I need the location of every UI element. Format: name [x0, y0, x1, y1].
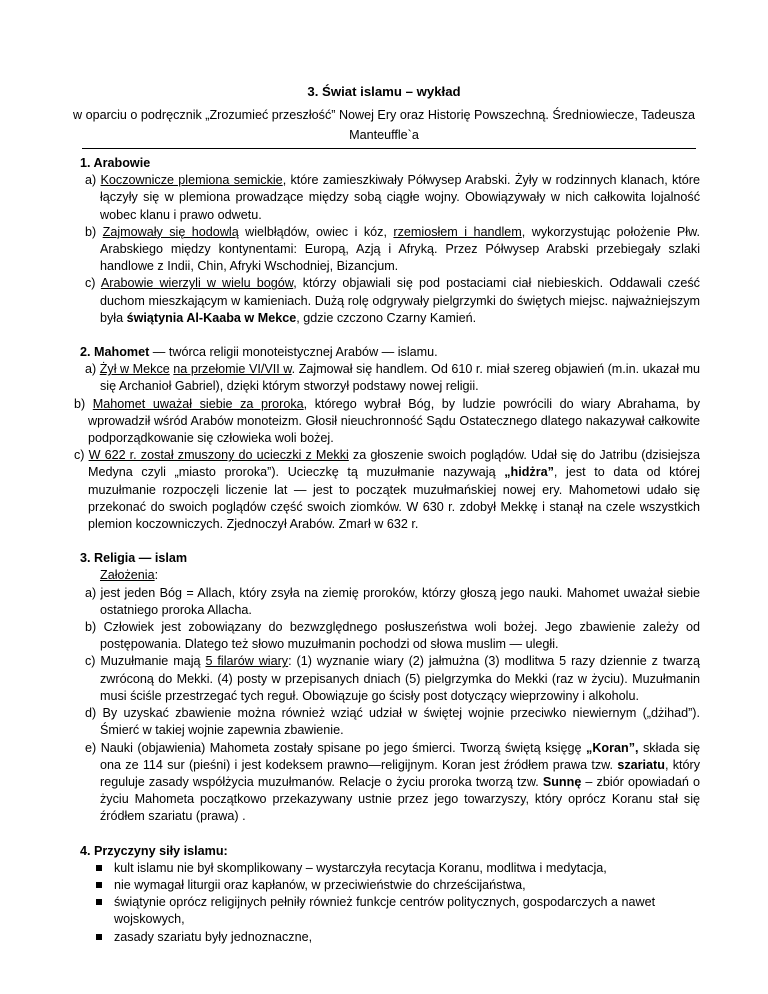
section-3-item-e: e) Nauki (objawienia) Mahometa zostały spisane po jego śmierci. Tworzą świętą księgę „Koran”, składa się ona ze 114 sur (pieśni) i jest kodeksem prawno—religijnym. Koran jest źródłem prawa tzw. szariatu, który reguluje zasady współżycia muzułmanów. Relacje o życiu proroka tworzą tzw. Sunnę – zbiór opowiadań o życiu Mahometa początkowo przekazywany ustnie przez jego towarzyszy, który oprócz Koranu stał się źródłem szariatu (prawa) .: [85, 740, 700, 824]
section-1-heading: 1. Arabowie: [80, 156, 151, 170]
section-2-item-b: b) Mahomet uważał siebie za proroka, którego wybrał Bóg, by ludzie powrócili do wiary Abrahama, by wprowadził wśród Arabów monoteizm. Głosił nieuchronność Sądu Ostatecznego dlatego nakazywał całkowite podporządkowanie się człowieka woli bożej.: [74, 396, 700, 446]
square-bullet-icon: [96, 865, 102, 871]
section-1-item-a: a) Koczownicze plemiona semickie, które zamieszkiwały Półwysep Arabski. Żyły w rodzinnych klanach, które łączyły się w plemiona prowadzące między sobą ciągłe wojny. Obowiązywały w nich całkowita lojalność wobec klanu i prawo odwetu.: [85, 173, 700, 222]
list-item: zasady szariatu były jednoznaczne,: [80, 929, 700, 946]
section-4-heading: 4. Przyczyny siły islamu:: [80, 843, 228, 858]
section-3-item-d: d) By uzyskać zbawienie można również wziąć udział w świętej wojnie przeciwko niewiernym („dżihad”). Śmierć w takiej wojnie zapewnia zbawienie.: [85, 706, 700, 738]
list-item: nie wymagał liturgii oraz kapłanów, w przeciwieństwie do chrześcijaństwa,: [80, 877, 700, 894]
section-2-item-a: a) Żył w Mekce na przełomie VI/VII w. Zajmował się handlem. Od 610 r. miał szereg objawień (m.in. ukazał mu się Archanioł Gabriel), dzięki którym stworzył podstawy nowej religii.: [85, 362, 701, 394]
section-1-item-c: c) Arabowie wierzyli w wielu bogów, którzy objawiali się pod postaciami ciał niebieskich. Oddawali cześć duchom mieszkającym w kamieniach. Dużą rolę odgrywały pielgrzymki do świętych miejsc. najważniejszym była świątynia Al-Kaaba w Mekce, gdzie czczono Czarny Kamień.: [85, 276, 700, 325]
list-item: kult islamu nie był skomplikowany – wystarczyła recytacja Koranu, modlitwa i medytacja,: [80, 860, 700, 877]
section-2-heading: 2. Mahomet — twórca religii monoteistycznej Arabów — islamu.: [80, 345, 438, 360]
page-title: 3. Świat islamu – wykład: [307, 84, 461, 99]
list-item: świątynie oprócz religijnych pełniły również funkcje centrów politycznych, gospodarczych a nawet wojskowych,: [80, 894, 700, 928]
section-3-item-b: b) Człowiek jest zobowiązany do bezwzględnego posłuszeństwa woli bożej. Jego zbawienie zależy od postępowania. Dlatego też słowo muzułmanin pochodzi od słowa muslim — uległi.: [85, 620, 700, 652]
section-3-item-a: a) jest jeden Bóg = Allach, który zsyła na ziemię proroków, którzy głoszą jego nauki. Mahomet uważał siebie ostatniego proroka Allacha.: [85, 585, 700, 617]
page-subtitle: w oparciu o podręcznik „Zrozumieć przeszłość” Nowej Ery oraz Historię Powszechną. Średniowiecze, Tadeusza Manteuffle`a: [72, 108, 695, 142]
assumptions-label: Założenia:: [100, 568, 159, 583]
square-bullet-icon: [96, 882, 102, 888]
square-bullet-icon: [96, 899, 102, 905]
section-3-heading: 3. Religia — islam: [80, 551, 188, 566]
section-3-item-c: c) Muzułmanie mają 5 filarów wiary: (1) wyznanie wiary (2) jałmużna (3) modlitwa 5 razy dziennie z twarzą zwróconą do Mekki. (4) posty w przepisanych dniach (5) pielgrzymka do Mekki (raz w życiu). Muzułmanin musi ściśle przestrzegać tych reguł. Obowiązuje go ścisły post dotyczący wieprzowiny i alkoholu.: [85, 654, 700, 703]
section-1-item-b: b) Zajmowały się hodowlą wielbłądów, owiec i kóz, rzemiosłem i handlem, wykorzystując położenie Płw. Arabskiego między kontynentami: Europą, Azją i Afryką. Przez Półwysep Arabski przebiegały szlaki handlowe z Indii, Chin, Afryki Wschodniej, Bizancjum.: [85, 224, 701, 274]
section-2-item-c: c) W 622 r. został zmuszony do ucieczki z Mekki za głoszenie swoich poglądów. Udał się do Jatribu (dzisiejsza Medyna czyli „miasto proroka”). Ucieczkę tą muzułmanie nazywają „hidżra”, jest to data od której muzułmanie rozpoczęli liczenie lat — jest to początek muzułmańskiej nowej ery. Mahometowi udało się przekonać do swoich poglądów część swoich ziomków. W 630 r. zdobył Mekkę i stanął na czele wszystkich plemion koczowniczych. Zjednoczył Arabów. Zmarł w 632 r.: [74, 448, 700, 532]
document-body: [74, 155, 701, 946]
strength-reasons-list: [80, 860, 700, 946]
square-bullet-icon: [96, 934, 102, 940]
divider: [82, 148, 696, 149]
